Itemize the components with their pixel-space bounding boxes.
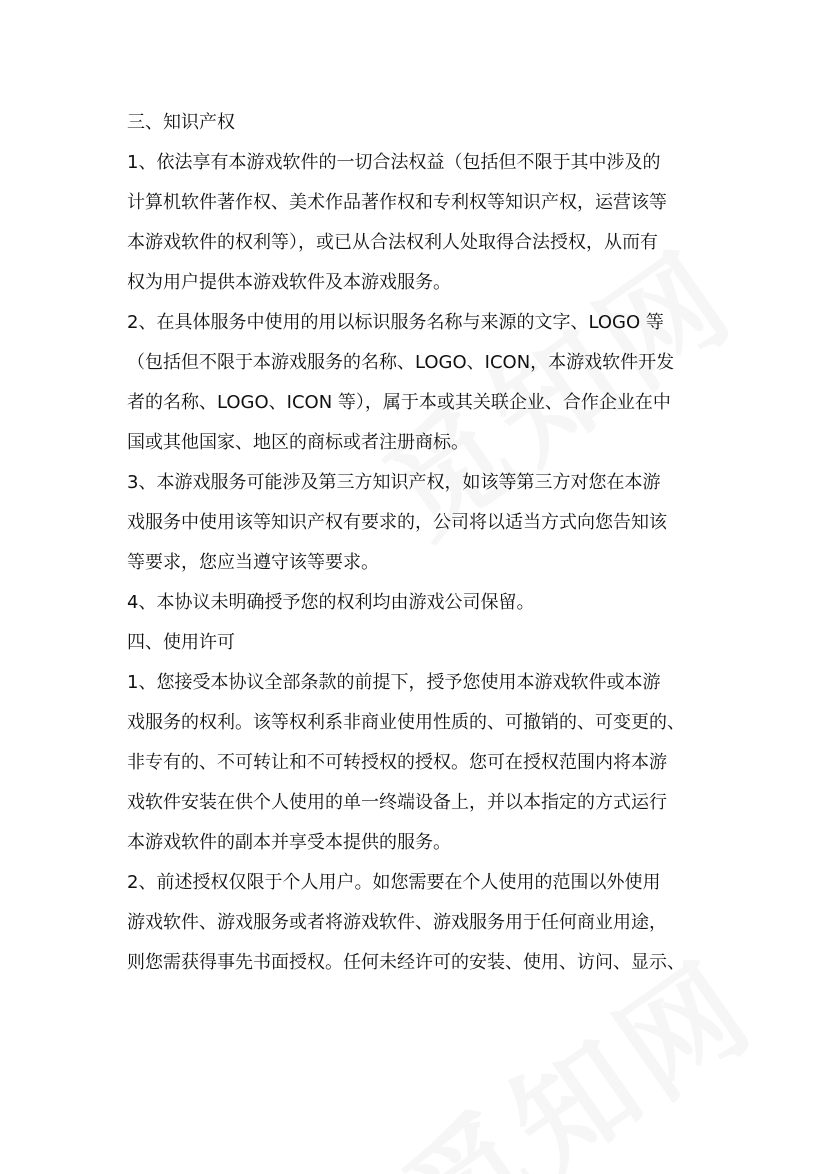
paragraph-line: 4、本协议未明确授予您的权利均由游戏公司保留。 [127, 592, 535, 613]
paragraph-line: 3、本游戏服务可能涉及第三方知识产权，如该等第三方对您在本游 [127, 472, 661, 493]
paragraph-line: 等要求，您应当遵守该等要求。 [127, 552, 379, 573]
paragraph-line: 1、您接受本协议全部条款的前提下，授予您使用本游戏软件或本游 [127, 672, 661, 693]
paragraph-line: 1、依法享有本游戏软件的一切合法权益（包括但不限于其中涉及的 [127, 152, 661, 173]
section-heading-intellectual-property: 三、知识产权 [127, 112, 235, 133]
paragraph-line: （包括但不限于本游戏服务的名称、LOGO、ICON，本游戏软件开发 [127, 352, 675, 373]
paragraph-line: 2、前述授权仅限于个人用户。如您需要在个人使用的范围以外使用 [127, 872, 661, 893]
paragraph-line: 游戏软件、游戏服务或者将游戏软件、游戏服务用于任何商业用途， [127, 912, 667, 933]
paragraph-line: 则您需获得事先书面授权。任何未经许可的安装、使用、访问、显示、 [127, 952, 685, 973]
paragraph-line: 非专有的、不可转让和不可转授权的授权。您可在授权范围内将本游 [127, 752, 667, 773]
section-heading-usage-license: 四、使用许可 [127, 632, 235, 653]
document-body [127, 103, 727, 983]
paragraph-line: 戏软件安装在供个人使用的单一终端设备上，并以本指定的方式运行 [127, 792, 667, 813]
paragraph-line: 2、在具体服务中使用的用以标识服务名称与来源的文字、LOGO 等 [127, 312, 664, 333]
paragraph-line: 本游戏软件的权利等），或已从合法权利人处取得合法授权，从而有 [127, 232, 658, 253]
paragraph-line: 者的名称、LOGO、ICON 等），属于本或其关联企业、合作企业在中 [127, 392, 671, 413]
paragraph-line: 国或其他国家、地区的商标或者注册商标。 [127, 432, 469, 453]
paragraph-line: 权为用户提供本游戏软件及本游戏服务。 [127, 272, 451, 293]
paragraph-line: 戏服务的权利。该等权利系非商业使用性质的、可撤销的、可变更的、 [127, 712, 685, 733]
paragraph-line: 计算机软件著作权、美术作品著作权和专利权等知识产权，运营该等 [127, 192, 667, 213]
paragraph-line: 本游戏软件的副本并享受本提供的服务。 [127, 832, 451, 853]
paragraph-line: 戏服务中使用该等知识产权有要求的，公司将以适当方式向您告知该 [127, 512, 667, 533]
